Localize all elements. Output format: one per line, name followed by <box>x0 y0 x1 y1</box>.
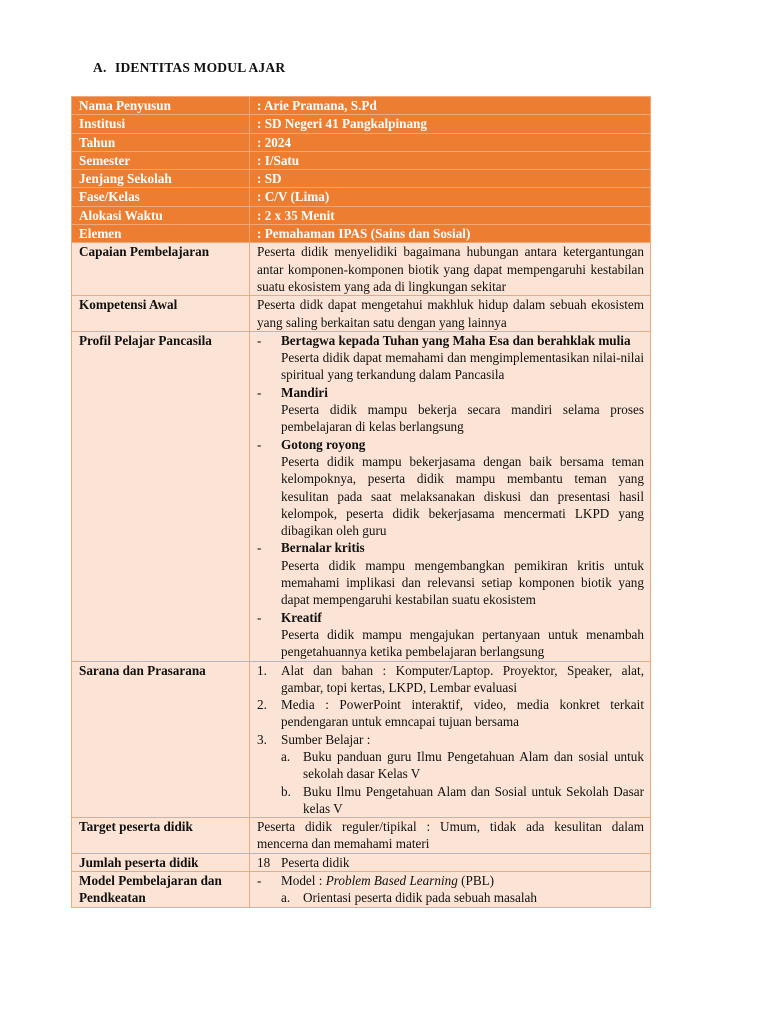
profil-item-desc: Peserta didik mampu mengembangkan pemikiran kritis untuk memahami implikasi dan relevansi setiap komponen biotik yang dapat mempengaruhi kestabilan suatu ekosistem <box>281 557 644 608</box>
sub-list-item <box>257 748 644 783</box>
sub-list-item <box>257 889 644 906</box>
identity-label: Alokasi Waktu <box>72 206 250 224</box>
identity-label: Semester <box>72 151 250 169</box>
sub-list-item <box>257 783 644 818</box>
identity-label: Tahun <box>72 133 250 151</box>
dash-bullet: - <box>257 873 262 889</box>
identity-value: : Pemahaman IPAS (Sains dan Sosial) <box>250 225 651 243</box>
identity-row <box>72 151 651 169</box>
list-item <box>257 731 644 748</box>
identity-row <box>72 188 651 206</box>
identity-value: : C/V (Lima) <box>250 188 651 206</box>
identity-label: Nama Penyusun <box>72 97 250 115</box>
identity-value: : 2 x 35 Menit <box>250 206 651 224</box>
kompetensi-label: Kompetensi Awal <box>72 296 250 332</box>
kompetensi-row <box>72 296 651 332</box>
section-title-text: IDENTITAS MODUL AJAR <box>115 60 286 75</box>
jumlah-line <box>257 854 644 871</box>
identity-label: Institusi <box>72 115 250 133</box>
profil-item <box>257 332 644 349</box>
list-item <box>257 662 644 697</box>
module-identity-table <box>71 96 651 908</box>
profil-item-title: Kreatif <box>281 609 322 625</box>
section-letter: A. <box>93 60 107 75</box>
identity-label: Elemen <box>72 225 250 243</box>
profil-row <box>72 331 651 661</box>
identity-row <box>72 170 651 188</box>
list-text: Alat dan bahan : Komputer/Laptop. Proyektor, Speaker, alat, gambar, topi kertas, LKPD, Lembar evaluasi <box>281 662 644 695</box>
model-text <box>281 872 644 889</box>
model-item <box>257 872 644 889</box>
identity-row <box>72 133 651 151</box>
capaian-text: Peserta didik menyelidiki bagaimana hubungan antara ketergantungan antar komponen-komponen biotik yang dapat mempengaruhi kestabilan suatu ekosistem yang ada di lingkungan sekitar <box>250 243 651 296</box>
sub-list-letter: a. <box>281 890 291 906</box>
profil-item-desc: Peserta didik mampu bekerjasama dengan baik bersama teman kelompoknya, peserta didik mampu membantu teman yang kesulitan pada saat melaksanakan diskusi dan presentasi hasil kelompok, peserta didik bekerjasama mencermati LKPD yang dibagikan oleh guru <box>281 453 644 539</box>
profil-item-title: Bertagwa kepada Tuhan yang Maha Esa dan berahklak mulia <box>281 332 631 348</box>
identity-row <box>72 115 651 133</box>
model-content <box>250 872 651 908</box>
list-number: 3. <box>257 731 267 747</box>
identity-label: Jenjang Sekolah <box>72 170 250 188</box>
profil-label: Profil Pelajar Pancasila <box>72 331 250 661</box>
identity-value: : Arie Pramana, S.Pd <box>250 97 651 115</box>
sub-list-text: Orientasi peserta didik pada sebuah masalah <box>303 890 537 906</box>
profil-item-desc: Peserta didik mampu bekerja secara mandiri selama proses pembelajaran di kelas berlangsung <box>281 402 644 435</box>
sarana-label: Sarana dan Prasarana <box>72 661 250 818</box>
profil-item <box>257 539 644 556</box>
target-label: Target peserta didik <box>72 818 250 854</box>
model-name: Problem Based Learning <box>325 873 458 889</box>
kompetensi-text: Peserta didk dapat mengetahui makhluk hidup dalam sebuah ekosistem yang saling berkaitan satu dengan yang lainnya <box>250 296 651 332</box>
profil-item-desc: Peserta didik dapat memahami dan mengimplementasikan nilai-nilai spiritual yang terkandung dalam Pancasila <box>281 350 644 383</box>
model-label: Model Pembelajaran dan Pendkeatan <box>72 872 250 908</box>
jumlah-content <box>250 853 651 871</box>
sarana-content <box>250 661 651 818</box>
list-text: Sumber Belajar : <box>281 731 371 747</box>
sub-list-text: Buku panduan guru Ilmu Pengetahuan Alam dan sosial untuk sekolah dasar Kelas V <box>303 748 644 782</box>
identity-value: : I/Satu <box>250 151 651 169</box>
jumlah-count: 18 <box>257 854 271 870</box>
identity-label: Fase/Kelas <box>72 188 250 206</box>
model-suffix: (PBL) <box>457 873 495 889</box>
list-item <box>257 696 644 731</box>
profil-item <box>257 384 644 401</box>
dash-bullet: - <box>257 384 262 400</box>
target-row <box>72 818 651 854</box>
section-title <box>93 60 285 76</box>
identity-row <box>72 206 651 224</box>
jumlah-label: Jumlah peserta didik <box>72 853 250 871</box>
sarana-row <box>72 661 651 818</box>
identity-value: : SD <box>250 170 651 188</box>
identity-value: : 2024 <box>250 133 651 151</box>
jumlah-text: Peserta didik <box>281 854 350 870</box>
dash-bullet: - <box>257 436 262 452</box>
model-row <box>72 872 651 908</box>
profil-content <box>250 331 651 661</box>
profil-item-title: Gotong royong <box>281 436 366 452</box>
dash-bullet: - <box>257 609 262 625</box>
profil-item <box>257 436 644 453</box>
identity-value: : SD Negeri 41 Pangkalpinang <box>250 115 651 133</box>
target-text: Peserta didik reguler/tipikal : Umum, tidak ada kesulitan dalam mencerna dan memahami materi <box>250 818 651 854</box>
list-number: 2. <box>257 697 267 713</box>
dash-bullet: - <box>257 540 262 556</box>
sub-list-text: Buku Ilmu Pengetahuan Alam dan Sosial untuk Sekolah Dasar kelas V <box>303 783 644 816</box>
identity-row <box>72 97 651 115</box>
list-number: 1. <box>257 662 267 678</box>
model-prefix: Model : <box>281 873 326 889</box>
profil-item-desc: Peserta didik mampu mengajukan pertanyaan untuk menambah pengetahuannya ketika pembelajaran berlangsung <box>281 626 644 660</box>
identity-row <box>72 225 651 243</box>
jumlah-row <box>72 853 651 871</box>
sub-list-letter: b. <box>281 783 291 799</box>
profil-item-title: Mandiri <box>281 384 328 400</box>
dash-bullet: - <box>257 332 262 348</box>
list-text: Media : PowerPoint interaktif, video, media konkret terkait pendengaran untuk emncapai tujuan bersama <box>281 697 644 730</box>
capaian-label: Capaian Pembelajaran <box>72 243 250 296</box>
sub-list-letter: a. <box>281 748 291 764</box>
capaian-row <box>72 243 651 296</box>
profil-item <box>257 609 644 626</box>
profil-item-title: Bernalar kritis <box>281 540 365 556</box>
